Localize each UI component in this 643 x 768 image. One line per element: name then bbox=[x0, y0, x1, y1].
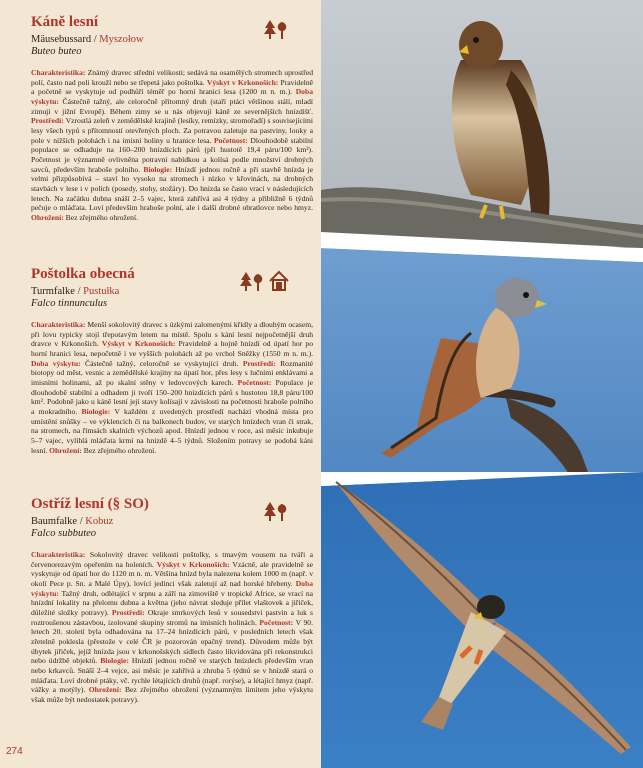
german-name: Baumfalke bbox=[31, 516, 78, 527]
section-label: Ohrožení: bbox=[49, 445, 82, 455]
section-text: Populace je dlouhodobě stabilní a odhadem ji tvoří 150–200 hnízdících párů s hustotou 18,8 páru/100 km². Podobně jako u káně lesní její stavy kolísají v závislosti na početnosti hraboše polního a mokradního. bbox=[31, 377, 314, 416]
section-label: Doba výskytu: bbox=[31, 87, 313, 106]
species-title: Poštolka obecná bbox=[31, 266, 135, 282]
species-description bbox=[31, 68, 313, 223]
polish-name: Pustułka bbox=[83, 286, 120, 297]
species-names: Baumfalke / Kobuz bbox=[31, 516, 114, 527]
section-text: Známý dravec střední velikosti; sedává na osamělých stromech uprostřed polí, často nad poli krouží nebo se třepetá jako poštolka. bbox=[31, 68, 313, 87]
kestrel-perched-photo bbox=[321, 248, 643, 486]
section-text: Dlouhodobě stabilní populace se odhaduje na 160–200 hnízdících párů (při hustotě 19,4 páru/100 km²). Početnost je významně ovlivněna potravní nabídkou a kolísá podle množství drobných savců, především hraboše polního. bbox=[31, 135, 313, 174]
section-text: Rozmanité biotopy od měst, vesnic a zemědělské krajiny na úpatí hor, přes lesy s lučními enklávami a imisními holinami, až po skalní stěny v ledovcových karech. bbox=[31, 358, 313, 387]
latin-name: Falco subbuteo bbox=[31, 528, 97, 539]
section-text: Částečně tažný, ale celoročně přítomný druh (staří ptáci většinou stálí, mladí zimují v jižní Evropě). Během zimy se u nás objevují káně ze severnějších hnízdišť. bbox=[31, 96, 313, 116]
section-text: Pravidelně a početně se vyskytuje od podhůří téměř po horní hranici lesa (1200 m n. m.). bbox=[31, 77, 313, 97]
species-entry-hobby bbox=[31, 495, 313, 705]
section-label: Ohrožení: bbox=[31, 212, 64, 222]
section-label: Charakteristika: bbox=[31, 320, 86, 329]
species-names: Mäusebussard / Myszołow bbox=[31, 34, 144, 45]
hobby-flying-photo bbox=[321, 472, 643, 768]
section-label: Početnost: bbox=[259, 617, 294, 627]
section-label: Početnost: bbox=[237, 377, 272, 387]
photo-column bbox=[321, 0, 643, 768]
section-text: Bez zřejmého ohrožení. bbox=[63, 212, 138, 222]
german-name: Turmfalke bbox=[31, 286, 75, 297]
section-label: Výskyt v Krkonoších: bbox=[156, 559, 230, 569]
tree-icon bbox=[238, 270, 268, 292]
section-label: Výskyt v Krkonoších: bbox=[206, 77, 279, 87]
species-title: Káně lesní bbox=[31, 14, 99, 30]
buzzard-perched-photo bbox=[321, 0, 643, 262]
section-text: Bez zřejmého ohrožení (významným limitem jeho výskytu však může být nedostatek potravy). bbox=[31, 685, 313, 704]
section-text: Hnízdí jednou ročně ve starých hnízdech především vran nebo krkavců. Snáší 2–4 vejce, asi měsíc je zahřívá a zhruba 5 týdnů se v hnízdě stará o mláďata. Loví drobné ptáky, vč. rychle létajících druhů (např. rorýse), a létající hmyz (např. vážky a motýly). bbox=[31, 656, 313, 695]
section-label: Početnost: bbox=[214, 135, 248, 145]
section-text: Okraje smrkových lesů v sousedství pastvin a luk s roztroušenou zástavbou, izolované skupiny stromů na imisních holinách. bbox=[31, 607, 313, 627]
latin-name: Falco tinnunculus bbox=[31, 298, 108, 309]
section-text: Částečně tažný, celoročně se vyskytující druh. bbox=[80, 358, 243, 368]
species-entry-kestrel bbox=[31, 265, 313, 455]
section-label: Biologie: bbox=[81, 406, 111, 416]
section-label: Doba výskytu: bbox=[31, 358, 81, 368]
section-label: Prostředí: bbox=[111, 607, 145, 617]
section-label: Výskyt v Krkonoších: bbox=[101, 339, 176, 349]
tree-icon bbox=[262, 500, 292, 522]
german-name: Mäusebussard bbox=[31, 34, 92, 45]
species-names: Turmfalke / Pustułka bbox=[31, 286, 120, 297]
section-label: Biologie: bbox=[143, 164, 173, 174]
section-text: V každém z uvedených prostředí nachází vhodná místa pro umístění snůšky – ve výklencích či na balkonech budov, ve starých hnízdech vran či strak, na stromech, na římsách skalních výchozů apod. Hnízdí jednou v roce, asi měsíc inkubuje 5–7 vajec, vylíhlá mláďata krmí na hnízdě 4–5 týdnů. Složením potravy se podobá káni lesní. bbox=[31, 406, 314, 455]
species-description bbox=[31, 550, 313, 705]
page-number: 274 bbox=[6, 746, 23, 757]
section-text: Tažný druh, odlétající v srpnu a září na zimoviště v tropické Africe, se vrací na hnízdní lokality na přelomu dubna a května (jeho návrat sleduje přílet vlaštovek a jiřiček, důležité složky potravy). bbox=[31, 588, 313, 617]
polish-name: Myszołow bbox=[99, 34, 144, 45]
section-text: Vzrostlá zeleň v zemědělské krajině (lesíky, remízky, stromořadí) s souvisejícími lesy všech typů s přítomností otevřených ploch. Za potravou zaletuje na pastviny, louky a pole v nižších polohách i na imisní holiny u hranice lesa. bbox=[31, 116, 313, 145]
house-icon bbox=[268, 270, 290, 292]
text-column bbox=[0, 0, 321, 768]
section-label: Ohrožení: bbox=[88, 685, 122, 695]
section-label: Prostředí: bbox=[242, 358, 276, 368]
species-entry-buzzard bbox=[31, 13, 313, 223]
section-text: Vzácně, ale pravidelně se vyskytuje od úpatí hor do 1120 m n. m. Většina hnízd byla nalezena kolem 1000 m (např. v okolí Pece p. Sn. a Malé Úpy), lovící jedinci však zaletují až nad horské hřebeny. bbox=[31, 559, 313, 588]
species-title: Ostříž lesní (§ SO) bbox=[31, 496, 149, 512]
section-label: Biologie: bbox=[100, 656, 129, 666]
polish-name: Kobuz bbox=[85, 516, 114, 527]
section-label: Doba výskytu: bbox=[31, 578, 313, 598]
tree-icon bbox=[262, 18, 292, 40]
section-text: V 90. letech 20. století byla odhadována na 17–24 hnízdících párů, v posledních letech však zřetelně poklesla (přestože v celé ČR je pozorován opačný trend). Důvodem může být úbytek jiřiček, jejíž hnízda jsou v krkonošských sídlech často likvidována při rekonstrukci nebo údržbě objektů. bbox=[31, 617, 313, 666]
section-text: Pravidelně a hojně hnízdí od úpatí hor po horní hranici lesa, nepočetně i ve vyšších polohách až po vrchol Sněžky (1550 m n. m.). bbox=[31, 339, 313, 358]
species-description bbox=[31, 320, 313, 455]
section-label: Charakteristika: bbox=[31, 68, 86, 77]
section-label: Charakteristika: bbox=[31, 550, 86, 559]
section-label: Prostředí: bbox=[31, 116, 64, 126]
latin-name: Buteo buteo bbox=[31, 46, 82, 57]
section-text: Hnízdí jednou ročně a při stavbě hnízda je velmi přizpůsobivá – staví ho vysoko na stromech i nízko v křovinách, na drobných stavbách v lese i v polích (posedy, stohy, stožáry). Do hnízda se často vrací v následujících letech. Na začátku dubna snáší 2–5 vajec, která zahřívá asi 4 týdny a přibližně 6 týdnů pečuje o mláďata. Loví především hraboše polní, ale i další drobné obratlovce nebo hmyz. bbox=[31, 164, 313, 213]
section-text: Bez zřejmého ohrožení. bbox=[81, 445, 157, 455]
section-text: Menší sokolovitý dravec s úzkými zalomenými křídly a dlouhým ocasem, při lovu typicky stojí třepotavým letem na místě. Spolu s kání lesní nejpočetnější druh dravce v Krkonoších. bbox=[31, 320, 313, 349]
section-text: Sokolovitý dravec velikosti poštolky, s tmavým vousem na tváři a červenorezavým opeřením na holeních. bbox=[31, 550, 313, 569]
